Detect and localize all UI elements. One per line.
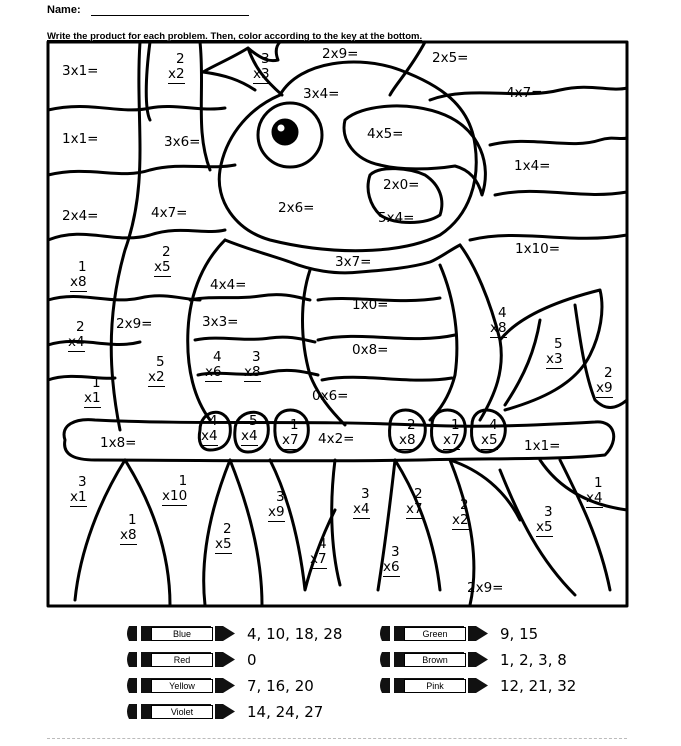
stacked-problem[interactable] (490, 306, 507, 338)
top-number: 5 (249, 413, 258, 429)
bottom-number: x9 (596, 379, 613, 396)
stacked-problem[interactable] (443, 418, 460, 450)
key-row-pink (378, 676, 576, 695)
problem[interactable]: 4x4= (210, 277, 247, 293)
key-values: 0 (247, 650, 257, 669)
stacked-problem[interactable] (162, 474, 187, 506)
top-number: 3 (391, 544, 400, 560)
top-number: 1 (451, 417, 460, 433)
bottom-number: x7 (406, 500, 423, 517)
stacked-problem[interactable] (406, 487, 423, 519)
stacked-problem[interactable] (68, 320, 85, 352)
top-number: 2 (407, 417, 416, 433)
top-number: 1 (594, 475, 603, 491)
problem[interactable]: 1x4= (514, 158, 551, 174)
problem[interactable]: 1x1= (524, 438, 561, 454)
crayon-label: Pink (404, 679, 466, 693)
key-values: 7, 16, 20 (247, 676, 314, 695)
key-row-brown (378, 650, 567, 669)
bottom-number: x4 (353, 500, 370, 517)
stacked-problem[interactable] (481, 418, 498, 450)
problem[interactable]: 2x9= (322, 46, 359, 62)
problem[interactable]: 4x7= (506, 85, 543, 101)
crayon-icon (125, 650, 237, 669)
problem[interactable]: 0x8= (352, 342, 389, 358)
stacked-problem[interactable] (241, 414, 258, 446)
crayon-icon (125, 702, 237, 721)
stacked-problem[interactable] (201, 414, 218, 446)
key-row-violet (125, 702, 323, 721)
bg-curve (200, 42, 210, 170)
problem[interactable]: 4x7= (151, 205, 188, 221)
key-values: 12, 21, 32 (500, 676, 577, 695)
bottom-number: x7 (310, 550, 327, 567)
problem[interactable]: 2x9= (467, 580, 504, 596)
bottom-number: x9 (268, 503, 285, 520)
stacked-problem[interactable] (596, 366, 613, 398)
bottom-number: x5 (481, 431, 498, 448)
bottom-number: x6 (383, 558, 400, 575)
bottom-number: x8 (120, 526, 137, 543)
bottom-number: x7 (443, 431, 460, 448)
stacked-problem[interactable] (215, 522, 232, 554)
stacked-problem[interactable] (205, 350, 222, 382)
problem[interactable]: 3x7= (335, 254, 372, 270)
crayon-label: Brown (404, 653, 466, 667)
top-number: 2 (460, 497, 469, 513)
bottom-number: x5 (154, 258, 171, 275)
top-number: 3 (361, 486, 370, 502)
problem[interactable]: 0x6= (312, 388, 349, 404)
stacked-problem[interactable] (244, 350, 261, 382)
crayon-icon (125, 676, 237, 695)
bottom-number: x1 (70, 488, 87, 505)
problem[interactable]: 5x4= (378, 210, 415, 226)
key-row-blue (125, 624, 342, 643)
top-number: 3 (544, 504, 553, 520)
bottom-number: x5 (215, 535, 232, 552)
problem[interactable]: 2x9= (116, 316, 153, 332)
problem[interactable]: 3x6= (164, 134, 201, 150)
crayon-icon (378, 624, 490, 643)
top-number: 1 (290, 417, 299, 433)
crayon-label: Violet (151, 705, 213, 719)
bottom-number: x5 (536, 518, 553, 535)
bottom-number: x3 (253, 65, 270, 82)
stacked-problem[interactable] (282, 418, 299, 450)
stacked-problem[interactable] (84, 376, 101, 408)
bottom-number: x2 (148, 368, 165, 385)
problem[interactable]: 1x10= (515, 241, 561, 257)
top-number: 3 (78, 474, 87, 490)
stacked-problem[interactable] (452, 498, 469, 530)
problem[interactable]: 3x1= (62, 63, 99, 79)
top-number: 1 (92, 375, 101, 391)
bottom-number: x6 (205, 363, 222, 380)
top-number: 1 (128, 512, 137, 528)
crayon-label: Green (404, 627, 466, 641)
problem[interactable]: 4x5= (367, 126, 404, 142)
stacked-problem[interactable] (148, 355, 165, 387)
bottom-number: x8 (399, 431, 416, 448)
stacked-problem[interactable] (586, 476, 603, 508)
bottom-number: x2 (168, 65, 185, 82)
stacked-problem[interactable] (168, 52, 185, 84)
crayon-icon (378, 676, 490, 695)
stacked-problem[interactable] (70, 475, 87, 507)
key-row-green (378, 624, 538, 643)
key-row-red (125, 650, 257, 669)
stacked-problem[interactable] (536, 505, 553, 537)
problem[interactable]: 3x3= (202, 314, 239, 330)
stacked-problem[interactable] (399, 418, 416, 450)
key-values: 4, 10, 18, 28 (247, 624, 343, 643)
top-number: 1 (78, 259, 87, 275)
bottom-number: x1 (84, 389, 101, 406)
key-values: 14, 24, 27 (247, 702, 324, 721)
stacked-problem[interactable] (383, 545, 400, 577)
top-number: 3 (252, 349, 261, 365)
key-row-yellow (125, 676, 314, 695)
problem[interactable]: 1x8= (100, 435, 137, 451)
crayon-icon (378, 650, 490, 669)
crayon-label: Blue (151, 627, 213, 641)
stacked-problem[interactable] (253, 52, 270, 84)
bottom-number: x4 (201, 427, 218, 444)
bottom-number: x2 (452, 511, 469, 528)
bottom-number: x4 (586, 489, 603, 506)
problem[interactable]: 2x6= (278, 200, 315, 216)
top-number: 2 (223, 521, 232, 537)
problem[interactable]: 3x4= (303, 86, 340, 102)
top-number: 3 (261, 51, 270, 67)
bottom-number: x10 (162, 487, 188, 504)
bottom-number: x8 (244, 363, 261, 380)
top-number: 5 (156, 354, 165, 370)
top-number: 2 (414, 486, 423, 502)
stacked-problem[interactable] (353, 487, 370, 519)
key-values: 9, 15 (500, 624, 539, 643)
crayon-icon (125, 624, 237, 643)
top-number: 4 (489, 417, 498, 433)
bottom-number: x4 (241, 427, 258, 444)
top-number: 4 (498, 305, 507, 321)
stacked-problem[interactable] (120, 513, 137, 545)
stacked-problem[interactable] (154, 245, 171, 277)
crayon-label: Red (151, 653, 213, 667)
top-number: 3 (276, 489, 285, 505)
top-number: 4 (209, 413, 218, 429)
stacked-problem[interactable] (268, 490, 285, 522)
bottom-number: x7 (282, 431, 299, 448)
top-number: 2 (162, 244, 171, 260)
problem[interactable]: 4x2= (318, 431, 355, 447)
top-number: 5 (554, 336, 563, 352)
crayon-label: Yellow (151, 679, 213, 693)
bottom-number: x8 (70, 273, 87, 290)
top-number: 2 (604, 365, 613, 381)
problem[interactable]: 1x0= (352, 297, 389, 313)
instructions: Write the product for each problem. Then, color according to the key at the bottom. (47, 31, 423, 42)
top-number: 4 (318, 536, 327, 552)
top-number: 4 (213, 349, 222, 365)
key-values: 1, 2, 3, 8 (500, 650, 567, 669)
name-label: Name: (47, 4, 81, 16)
top-number: 2 (176, 51, 185, 67)
stacked-problem[interactable] (546, 337, 563, 369)
parrot-pupil (273, 120, 297, 144)
problem[interactable]: 1x1= (62, 131, 99, 147)
problem[interactable]: 2x4= (62, 208, 99, 224)
stacked-problem[interactable] (310, 537, 327, 569)
problem[interactable]: 2x5= (432, 50, 469, 66)
parrot-head (219, 62, 476, 251)
bottom-number: x8 (490, 319, 507, 336)
bottom-number: x4 (68, 333, 85, 350)
bottom-number: x3 (546, 350, 563, 367)
footer-divider (47, 738, 627, 739)
top-number: 1 (178, 473, 188, 489)
problem[interactable]: 2x0= (383, 177, 420, 193)
stacked-problem[interactable] (70, 260, 87, 292)
top-number: 2 (76, 319, 85, 335)
